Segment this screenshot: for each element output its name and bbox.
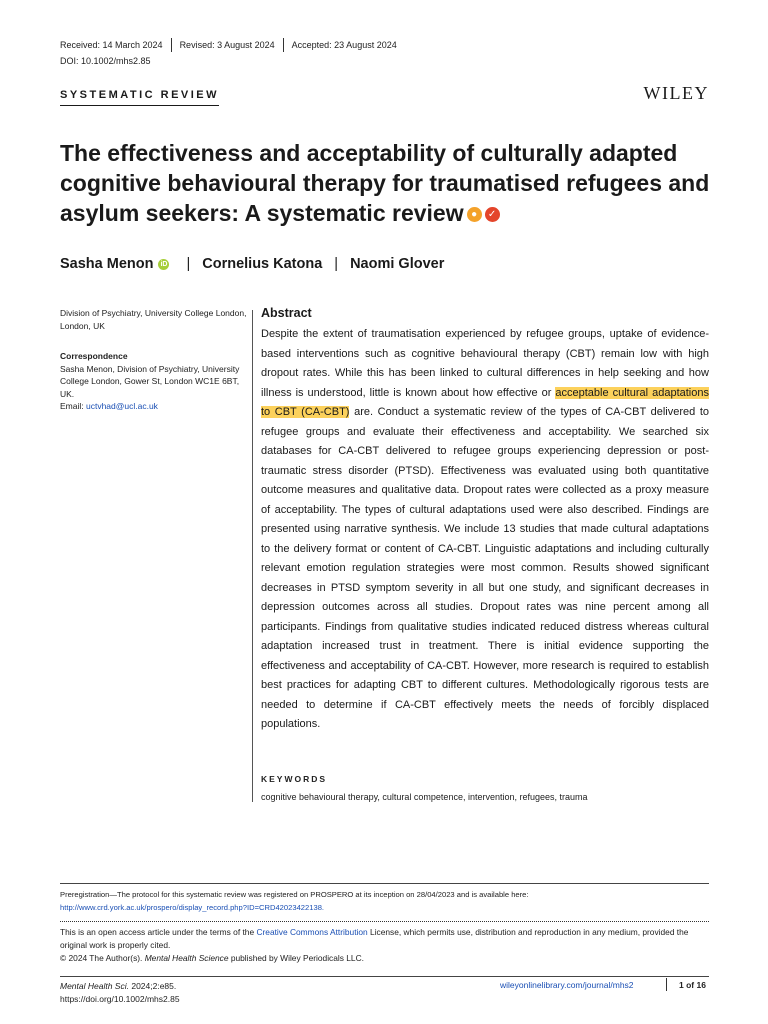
author-separator: | [334,256,339,272]
footer-citation [60,980,180,1006]
article-dates [60,38,397,52]
license-text-part: This is an open access article under the terms of the [60,927,257,937]
email-label: Email: [60,401,86,411]
received-date: Received: 14 March 2024 [60,40,163,50]
cc-license-link[interactable]: Creative Commons Attribution [256,927,368,937]
preregistration-text: Preregistration—The protocol for this systematic review was registered on PROSPERO at its inception on 28/04/2023 and is available here: [60,890,529,899]
preregistered-badge-icon[interactable]: ✓ [485,207,500,222]
article-title [60,138,720,228]
copyright-line [60,952,710,965]
affiliation: Division of Psychiatry, University College London, London, UK [60,308,247,331]
citation-volume: 2024;2:e85. [128,981,177,991]
revised-date: Revised: 3 August 2024 [179,40,275,50]
footer-rule [60,976,709,977]
license-note [60,926,710,965]
abstract-text-part: are. Conduct a systematic review of the types of CA-CBT delivered to refugee groups and evaluate their effectiveness and acceptability. We searched six databases for CA-CBT delivered to refugee groups experiencing depression or post-traumatic stress disorder (PTSD). Effectiveness was evaluated using both quantitative outcome measures and qualitative data. Dropout rates were collected as a proxy measure of acceptability. The types of cultural adaptations used were also described. Findings are presented using narrative synthesis. We include 13 studies that made cultural adaptations to the delivery format or content of CA-CBT. Linguistic adaptations and including culturally relevant emotion regulation strategies were most common. Results showed significant decreases in PTSD symptom severity in all but one study, and significant decreases in depression outcomes across all studies. Dropout rates was nine percent among all participants. Findings from qualitative studies indicated reduced distress whereas cultural adaptation increased trust in treatment. There is initial evidence supporting the effectiveness and acceptability of CA-CBT. However, more research is required to establish best practices for adapting CBT to different cultures. Methodologically rigorous tests are needed to determine if CA-CBT effectively meets the needs of forcibly displaced populations. [261,406,710,730]
email-line [60,400,248,413]
keywords-heading: KEYWORDS [261,774,328,784]
correspondence-heading: Correspondence [60,351,128,361]
abstract-text [261,325,709,735]
divider [171,38,172,52]
license-text-part: License, which permits use, distribution and reproduction in any medium, provided the original work is properly cited. [60,927,689,950]
copyright-text: © 2024 The Author(s). [60,953,145,963]
author-name[interactable]: Sasha Menon [60,256,154,272]
accepted-date: Accepted: 23 August 2024 [291,40,397,50]
citation-journal: Mental Health Sci. [60,981,129,991]
title-text: The effectiveness and acceptability of culturally adapted cognitive behavioural therapy for traumatised refugees and asylum seekers: A systematic review [60,140,710,226]
orcid-icon[interactable]: iD [160,260,168,268]
preregistration-note [60,889,710,914]
footnote-rule [60,883,709,884]
prospero-link[interactable]: http://www.crd.york.ac.uk/prospero/display_record.php?ID=CRD42023422138. [60,902,325,912]
author-name[interactable]: Naomi Glover [350,256,445,272]
open-data-badge-icon[interactable]: ● [467,207,482,222]
publisher-logo: WILEY [643,83,709,103]
dotted-divider [60,921,709,922]
abstract-section [261,306,709,735]
abstract-text-part: Despite the extent of traumatisation experienced by refugee groups, uptake of evidence-based interventions such as cognitive behavioural therapy (CBT) remain low with high dropout rates. While this has been linked to cultural differences in help seeking and how illness is understood, little is known about how effective or [261,328,709,399]
divider [283,38,284,52]
email-link[interactable]: uctvhad@ucl.ac.uk [85,401,158,411]
keywords-text: cognitive behavioural therapy, cultural competence, intervention, refugees, trauma [261,792,588,802]
author-separator: | [186,256,191,272]
citation-line [60,980,180,993]
footer-doi[interactable]: https://doi.org/10.1002/mhs2.85 [60,994,180,1004]
affiliation-column [60,307,248,413]
doi: DOI: 10.1002/mhs2.85 [60,56,151,66]
column-divider [252,310,253,802]
highlighted-text: acceptable cultural adaptations to CBT (CA-CBT) [261,386,709,418]
section-label: SYSTEMATIC REVIEW [60,89,219,106]
author-list [60,256,444,272]
abstract-heading: Abstract [261,306,312,320]
page-number: 1 of 16 [679,980,706,990]
license-text [60,926,710,952]
author-name[interactable]: Cornelius Katona [202,256,323,272]
footer-divider [666,978,667,991]
journal-link[interactable]: wileyonlinelibrary.com/journal/mhs2 [500,980,634,990]
journal-name: Mental Health Science [144,953,229,963]
copyright-text: published by Wiley Periodicals LLC. [228,953,364,963]
correspondence-text: Sasha Menon, Division of Psychiatry, University College London, Gower St, London WC1E 6BT, UK. [60,363,240,399]
